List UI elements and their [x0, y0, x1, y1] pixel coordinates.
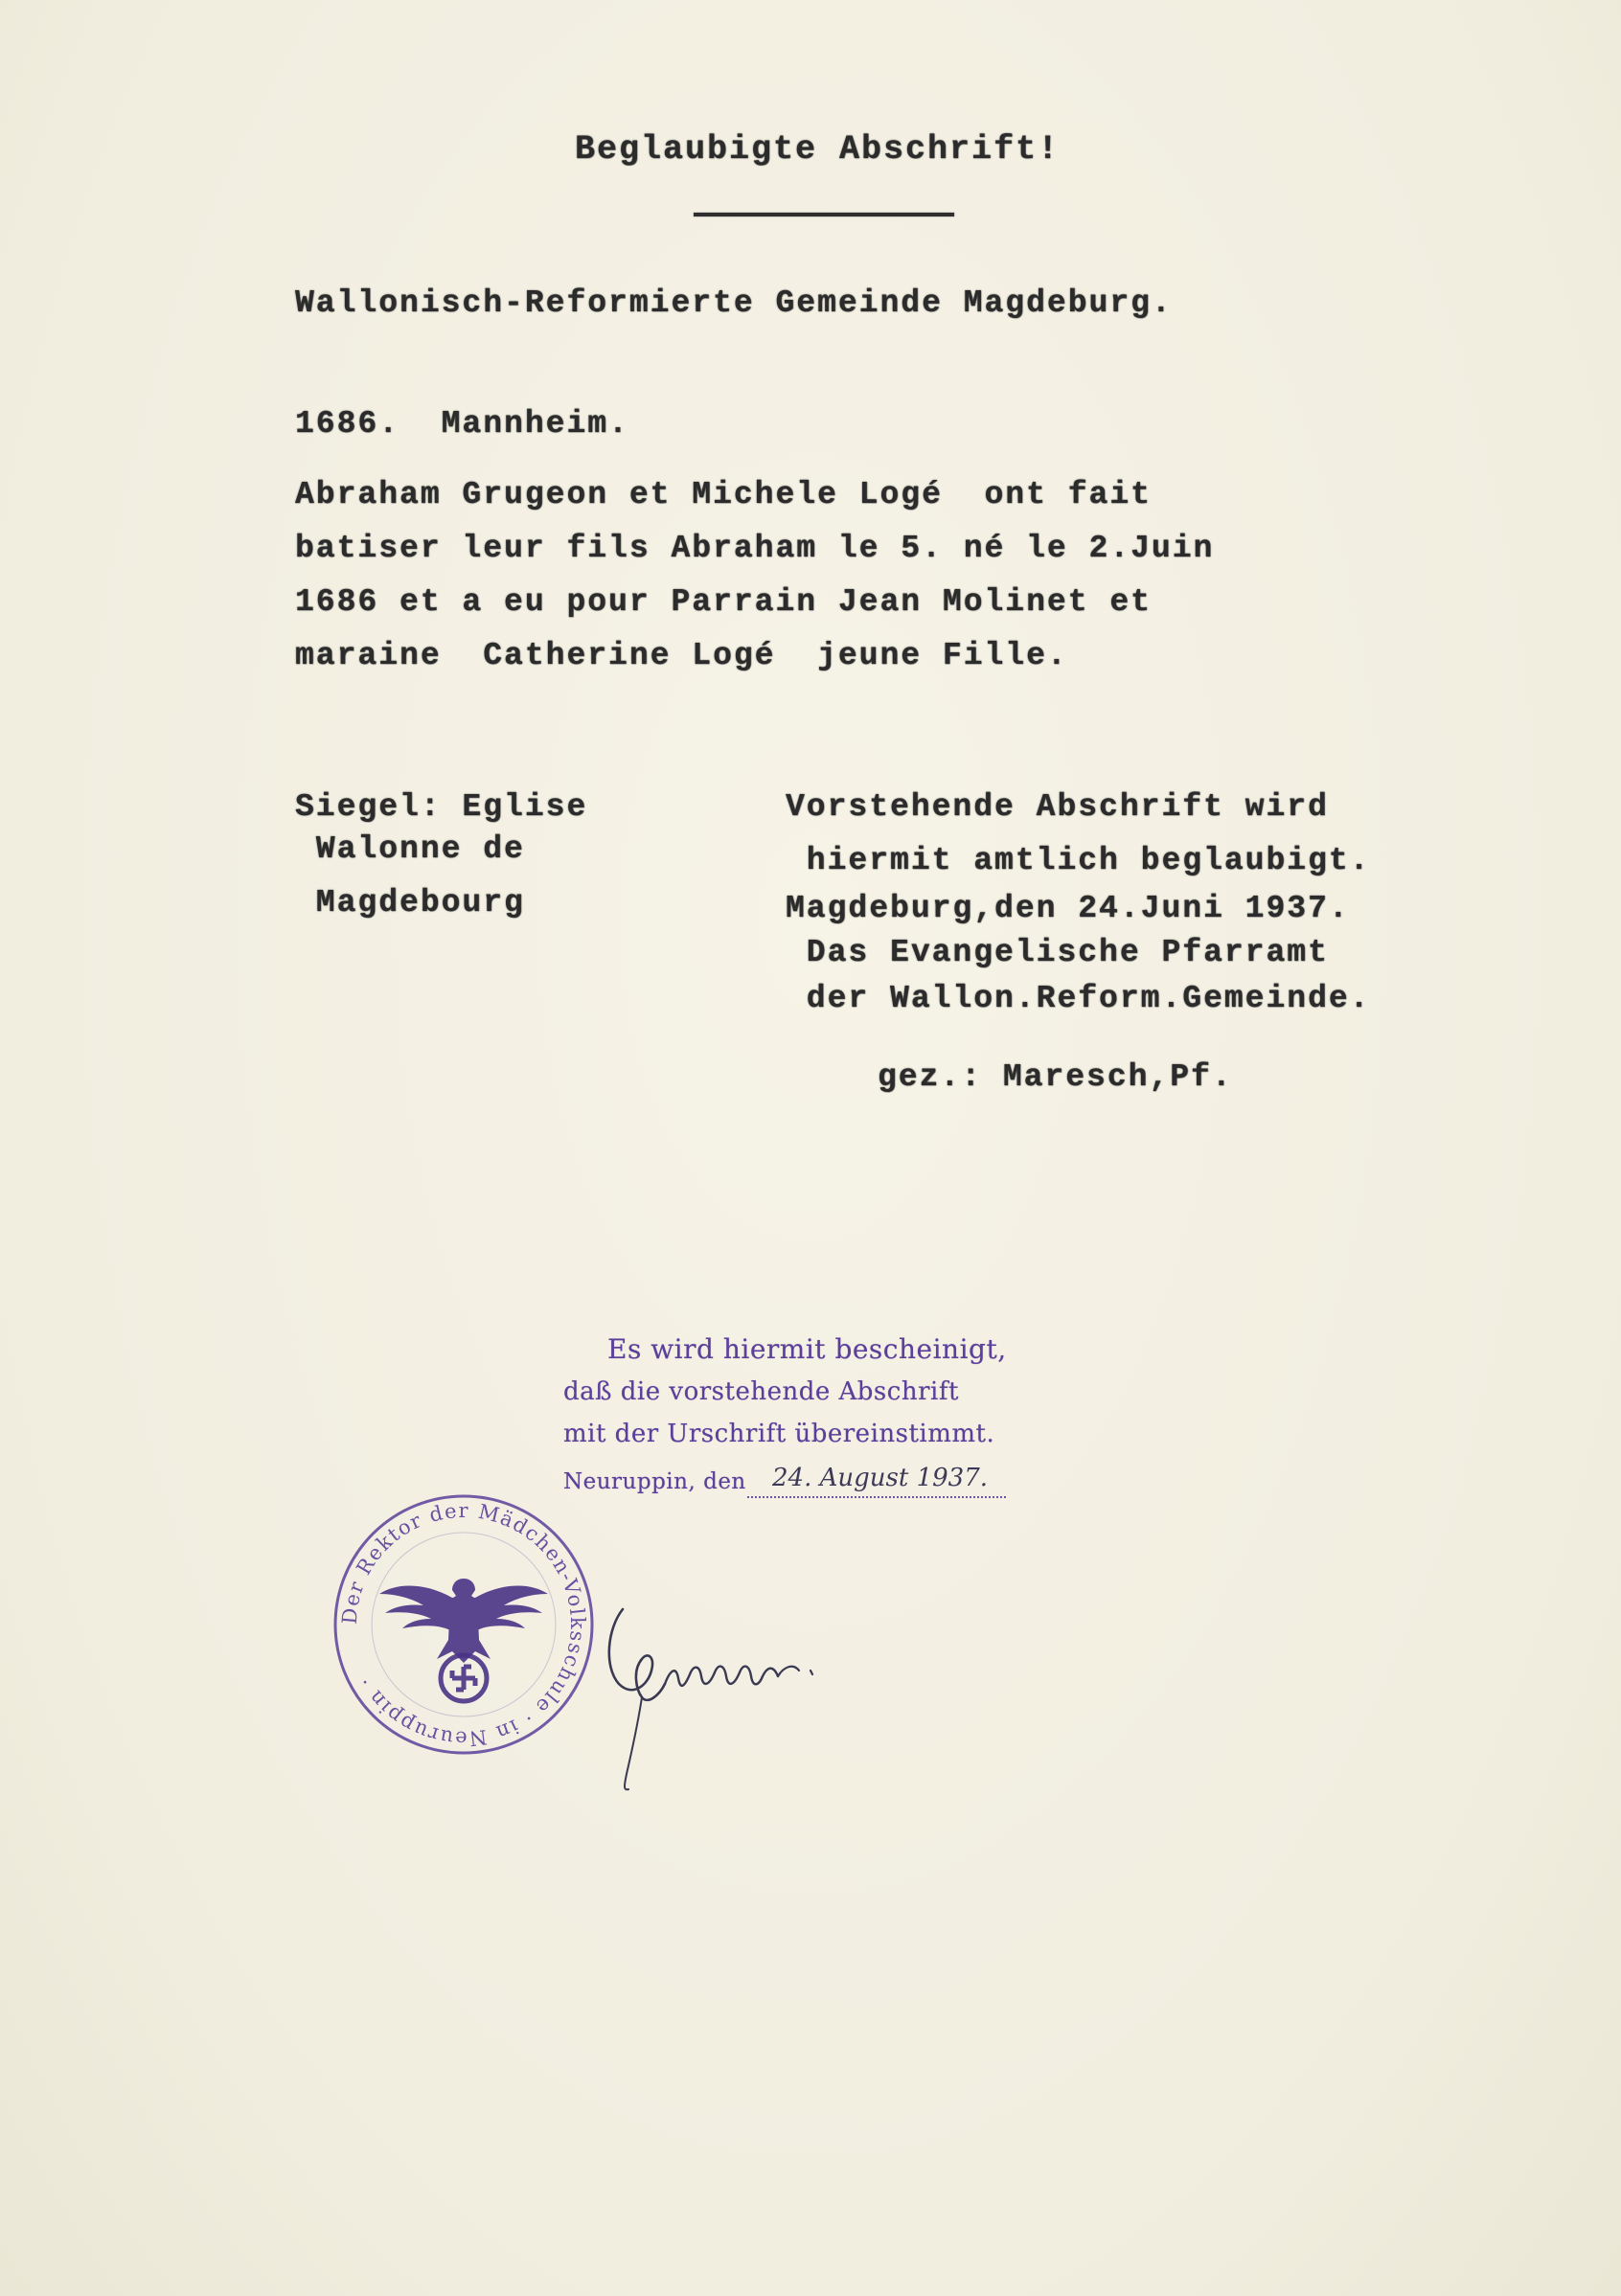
certification-line-4: Das Evangelische Pfarramt: [786, 935, 1329, 970]
year-place-line: 1686. Mannheim.: [295, 406, 629, 442]
entry-line-3: 1686 et a eu pour Parrain Jean Molinet et: [295, 584, 1152, 620]
stamp-line-1: Es wird hiermit bescheinigt,: [607, 1333, 1007, 1365]
eagle-emblem-icon: [379, 1579, 548, 1663]
entry-line-4: maraine Catherine Logé jeune Fille.: [295, 638, 1068, 673]
seal-note-line-1: Siegel: Eglise: [295, 789, 588, 825]
stamp-place-prefix: Neuruppin, den: [563, 1469, 746, 1494]
certification-line-3: Magdeburg,den 24.Juni 1937.: [786, 891, 1350, 926]
official-seal-stamp: [330, 1490, 598, 1759]
handwritten-signature: [565, 1571, 920, 1801]
certification-line-2: hiermit amtlich beglaubigt.: [786, 843, 1371, 878]
date-dotted-line: [747, 1496, 1006, 1498]
seal-text: Der Rektor der Mädchen-Volksschule · in Neuruppin ·: [337, 1498, 590, 1751]
wreath-emblem-icon: [452, 1667, 475, 1690]
certification-line-5: der Wallon.Reform.Gemeinde.: [786, 981, 1371, 1016]
entry-line-1: Abraham Grugeon et Michele Logé ont fait: [295, 477, 1152, 512]
entry-line-2: batiser leur fils Abraham le 5. né le 2.Juin: [295, 531, 1215, 566]
seal-note-line-2: Walonne de: [295, 831, 525, 867]
seal-note-line-3: Magdebourg: [295, 885, 525, 921]
stamp-line-3: mit der Urschrift übereinstimmt.: [563, 1420, 995, 1448]
certification-line-1: Vorstehende Abschrift wird: [786, 789, 1329, 825]
signed-by-line: gez.: Maresch,Pf.: [878, 1059, 1233, 1095]
congregation-line: Wallonisch-Reformierte Gemeinde Magdeburg.: [295, 285, 1173, 321]
handwritten-date: 24. August 1937.: [772, 1464, 989, 1492]
stamp-line-2: daß die vorstehende Abschrift: [563, 1377, 959, 1406]
heading-underline: [694, 213, 954, 216]
document-heading: Beglaubigte Abschrift!: [575, 130, 1061, 169]
